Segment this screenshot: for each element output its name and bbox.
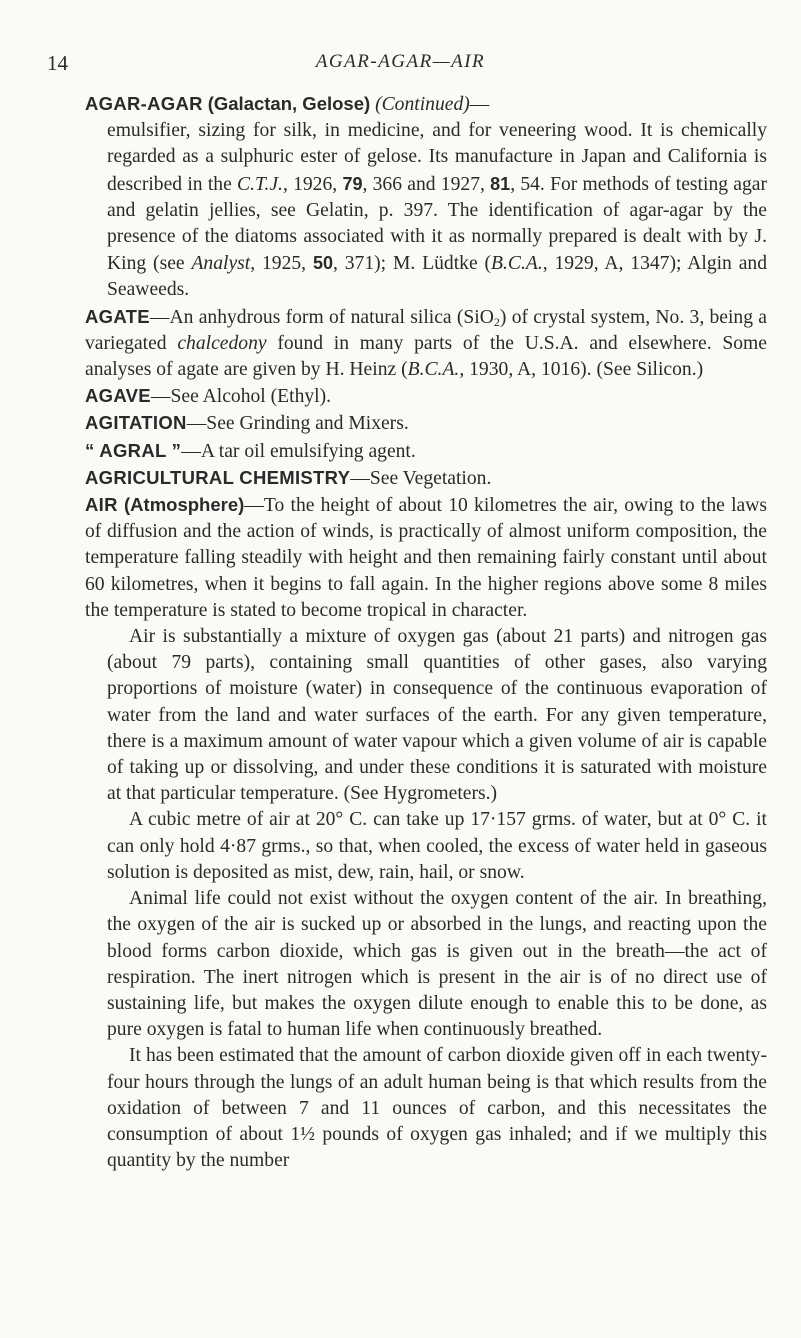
air-paragraph-4: Animal life could not exist without the oxygen content of the air. In breathing, the oxygen of the air is sucked up or absorbed in the lungs, and reacting upon the blood forms carbon dioxide, which gas is given out in the breath—the act of respiration. The inert nitrogen which is present in the air is of no direct use of sustaining life, but makes the oxygen dilute enough to enable this to be done, as pure oxygen is fatal to human life when continuously breathed.	[107, 888, 767, 1041]
journal-ref: C.T.J.	[237, 173, 283, 195]
text-run: , 366 and 1927,	[362, 173, 491, 195]
entry-agar-agar-text	[85, 118, 767, 303]
running-head: AGAR-AGAR—AIR	[315, 51, 486, 72]
text-run: , 54. For methods of testing agar and gelatin jellies, see Gelatin, p. 397. The identification of agar-agar by the presence of the diatoms associated with it as normally prepared is dealt with by J. King (see	[107, 173, 768, 275]
air-paragraph-2: Air is substantially a mixture of oxygen gas (about 21 parts) and nitrogen gas (about 79 parts), containing small quantities of other gases, also varying proportions of moisture (water) in consequence of the continuous evaporation of water from the land and water surfaces of the earth. For any given temperature, there is a maximum amount of water vapour which a given volume of air is capable of taking up or dissolving, and under these conditions it is saturated with moisture at that particular temperature. (See Hygrometers.)	[107, 626, 767, 805]
journal-ref: Analyst	[191, 253, 251, 275]
paragraph-text: —To the height of about 10 kilometres the air, owing to the laws of diffusion and the action of winds, is practically of almost uniform composition, the temperature falling steadily with height and then remaining fairly constant until about 60 kilometres, when it begins to fall again. In the higher regions above some 8 miles the temperature is stated to become tropical in character.	[85, 495, 767, 621]
text-run: ) of crystal system, No. 3, being a variegated	[85, 306, 767, 354]
headword-paren: (Atmosphere)	[124, 494, 245, 516]
text-run: , 1930, A, 1016). (See Silicon.)	[459, 359, 704, 381]
continued-label: (Continued)	[375, 94, 470, 115]
entry-text: —A tar oil emulsifying agent.	[181, 440, 416, 462]
headword: AGAVE	[85, 385, 151, 407]
entry-agar-agar	[85, 91, 767, 118]
volume-number: 50	[312, 253, 333, 274]
headword-paren: (Galactan, Gelose)	[207, 93, 371, 114]
entry-agate	[85, 304, 767, 384]
dash: —	[469, 94, 490, 115]
entry-air	[85, 492, 767, 624]
page-body	[85, 91, 767, 1174]
text-run: , 1925,	[250, 253, 313, 275]
entry-agave	[85, 383, 767, 410]
journal-ref: B.C.A.	[407, 359, 460, 381]
text-run: —An anhydrous form of natural silica (SiO	[149, 306, 494, 328]
headword: AGAR-AGAR	[85, 93, 203, 114]
text-run: , 1926,	[282, 173, 343, 195]
entry-text: —See Vegetation.	[350, 467, 492, 489]
journal-ref: B.C.A.	[491, 253, 543, 275]
headword: AGITATION	[85, 412, 187, 434]
text-run: found in many parts of the U.S.A. and elsewhere. Some analyses of agate are given by H. Heinz (	[85, 332, 767, 381]
volume-number: 79	[342, 173, 363, 194]
text-run: , 1929, A, 1347); Algin and Seaweeds.	[107, 253, 768, 301]
entry-text: —See Grinding and Mixers.	[186, 413, 409, 435]
headword: AIR	[85, 494, 118, 516]
entry-agitation	[85, 410, 767, 437]
headword: “ AGRAL ”	[85, 439, 182, 461]
entry-agricultural-chemistry	[85, 465, 767, 492]
entry-text: —See Alcohol (Ethyl).	[150, 386, 332, 408]
page-number: 14	[47, 51, 68, 75]
headword: AGATE	[85, 305, 150, 327]
text-run: , 371); M. Lüdtke (	[332, 253, 492, 275]
air-paragraph-3: A cubic metre of air at 20° C. can take up 17·157 grms. of water, but at 0° C. it can only hold 4·87 grms., so that, when cooled, the excess of water held in gaseous solution is deposited as mist, dew, rain, hail, or snow.	[107, 809, 767, 883]
headword: AGRICULTURAL CHEMISTRY	[85, 466, 351, 488]
air-paragraph-5: It has been estimated that the amount of carbon dioxide given off in each twenty-four hours through the lungs of an adult human being is that which results from the oxidation of between 7 and 11 ounces of carbon, and this necessitates the consumption of about 1½ pounds of oxygen gas inhaled; and if we multiply this quantity by the number	[107, 1045, 767, 1172]
subscript: 2	[493, 314, 500, 329]
volume-number: 81	[490, 173, 511, 194]
text-run: emulsifier, sizing for silk, in medicine, and for veneering wood. It is chemically regarded as a sulphuric ester of gelose. Its manufacture in Japan and California is described in the	[107, 120, 767, 195]
emphasis: chalcedony	[177, 332, 267, 354]
entry-agral	[85, 438, 767, 465]
